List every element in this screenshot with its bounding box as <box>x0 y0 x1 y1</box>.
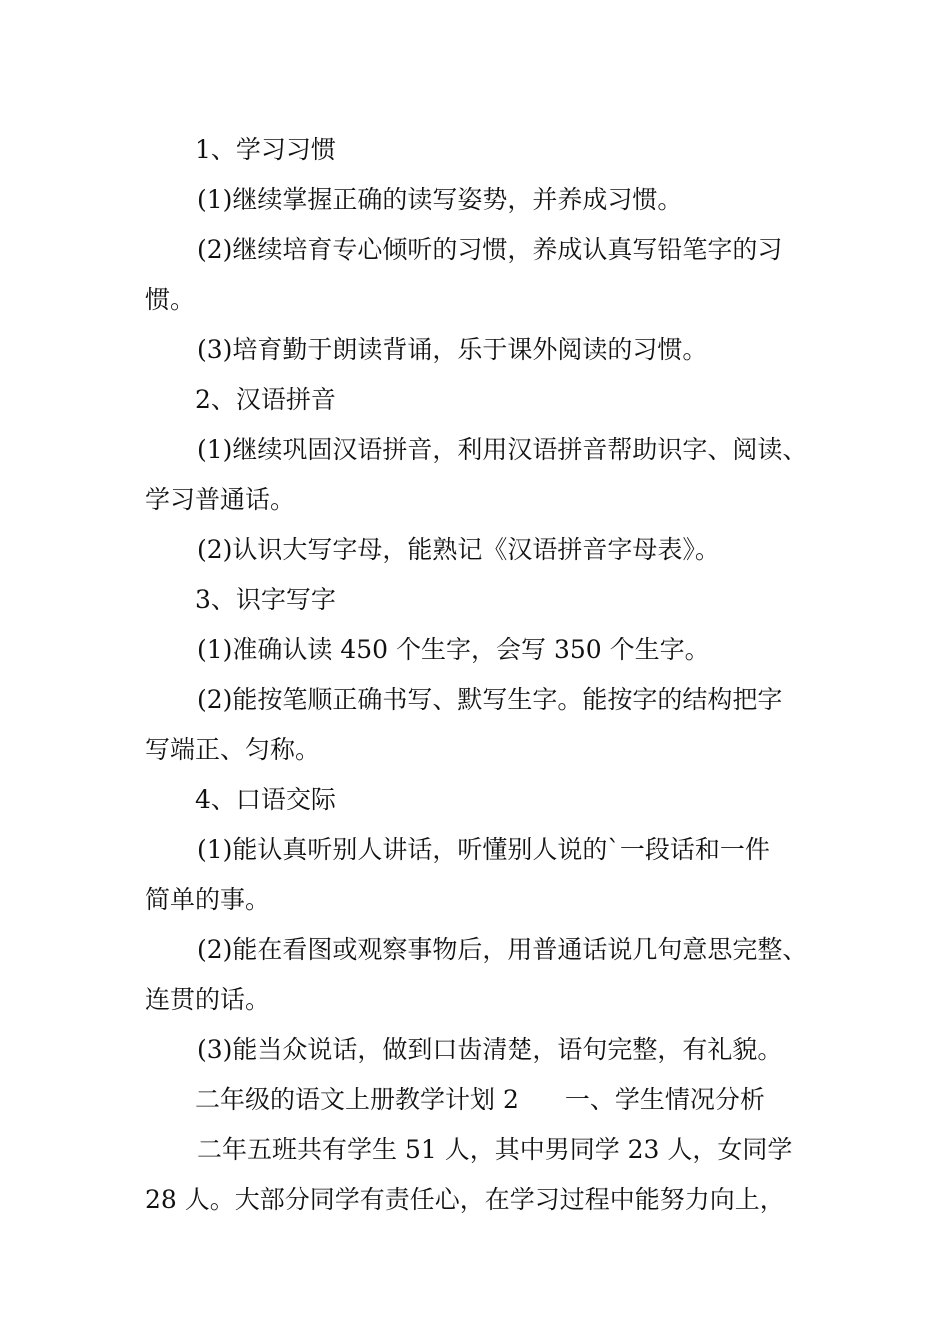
list-item-continuation: 写端正、匀称。 <box>145 735 321 764</box>
list-item: (2)能按笔顺正确书写、默写生字。能按字的结构把字 <box>197 685 783 714</box>
paragraph-line: 28 人。大部分同学有责任心，在学习过程中能努力向上， <box>145 1185 785 1214</box>
section-heading-oral-communication: 4、口语交际 <box>195 785 336 814</box>
list-item-continuation: 学习普通话。 <box>145 485 296 514</box>
list-item: (3)能当众说话，做到口齿清楚，语句完整，有礼貌。 <box>197 1035 783 1064</box>
list-item: (2)能在看图或观察事物后，用普通话说几句意思完整、 <box>197 935 808 964</box>
list-item: (1)能认真听别人讲话，听懂别人说的`一段话和一件 <box>197 835 770 864</box>
list-item-continuation: 惯。 <box>145 285 196 314</box>
list-item-continuation: 连贯的话。 <box>145 985 271 1014</box>
list-item: (3)培育勤于朗读背诵，乐于课外阅读的习惯。 <box>197 335 708 364</box>
section-heading-study-habits: 1、学习习惯 <box>195 135 336 164</box>
list-item: (2)认识大写字母，能熟记《汉语拼音字母表》。 <box>197 535 720 564</box>
section-heading-student-analysis: 一、学生情况分析 <box>564 1085 765 1114</box>
paragraph-line: 二年五班共有学生 51 人，其中男同学 23 人，女同学 <box>197 1135 793 1164</box>
plan-title: 二年级的语文上册教学计划 2 <box>195 1085 519 1114</box>
list-item-continuation: 简单的事。 <box>145 885 271 914</box>
list-item: (2)继续培育专心倾听的习惯，养成认真写铅笔字的习 <box>197 235 783 264</box>
section-heading-pinyin: 2、汉语拼音 <box>195 385 336 414</box>
list-item: (1)准确认读 450 个生字，会写 350 个生字。 <box>197 635 710 664</box>
section-heading-literacy: 3、识字写字 <box>195 585 336 614</box>
list-item: (1)继续巩固汉语拼音，利用汉语拼音帮助识字、阅读、 <box>197 435 808 464</box>
plan-title-line <box>0 1080 950 1120</box>
list-item: (1)继续掌握正确的读写姿势，并养成习惯。 <box>197 185 683 214</box>
